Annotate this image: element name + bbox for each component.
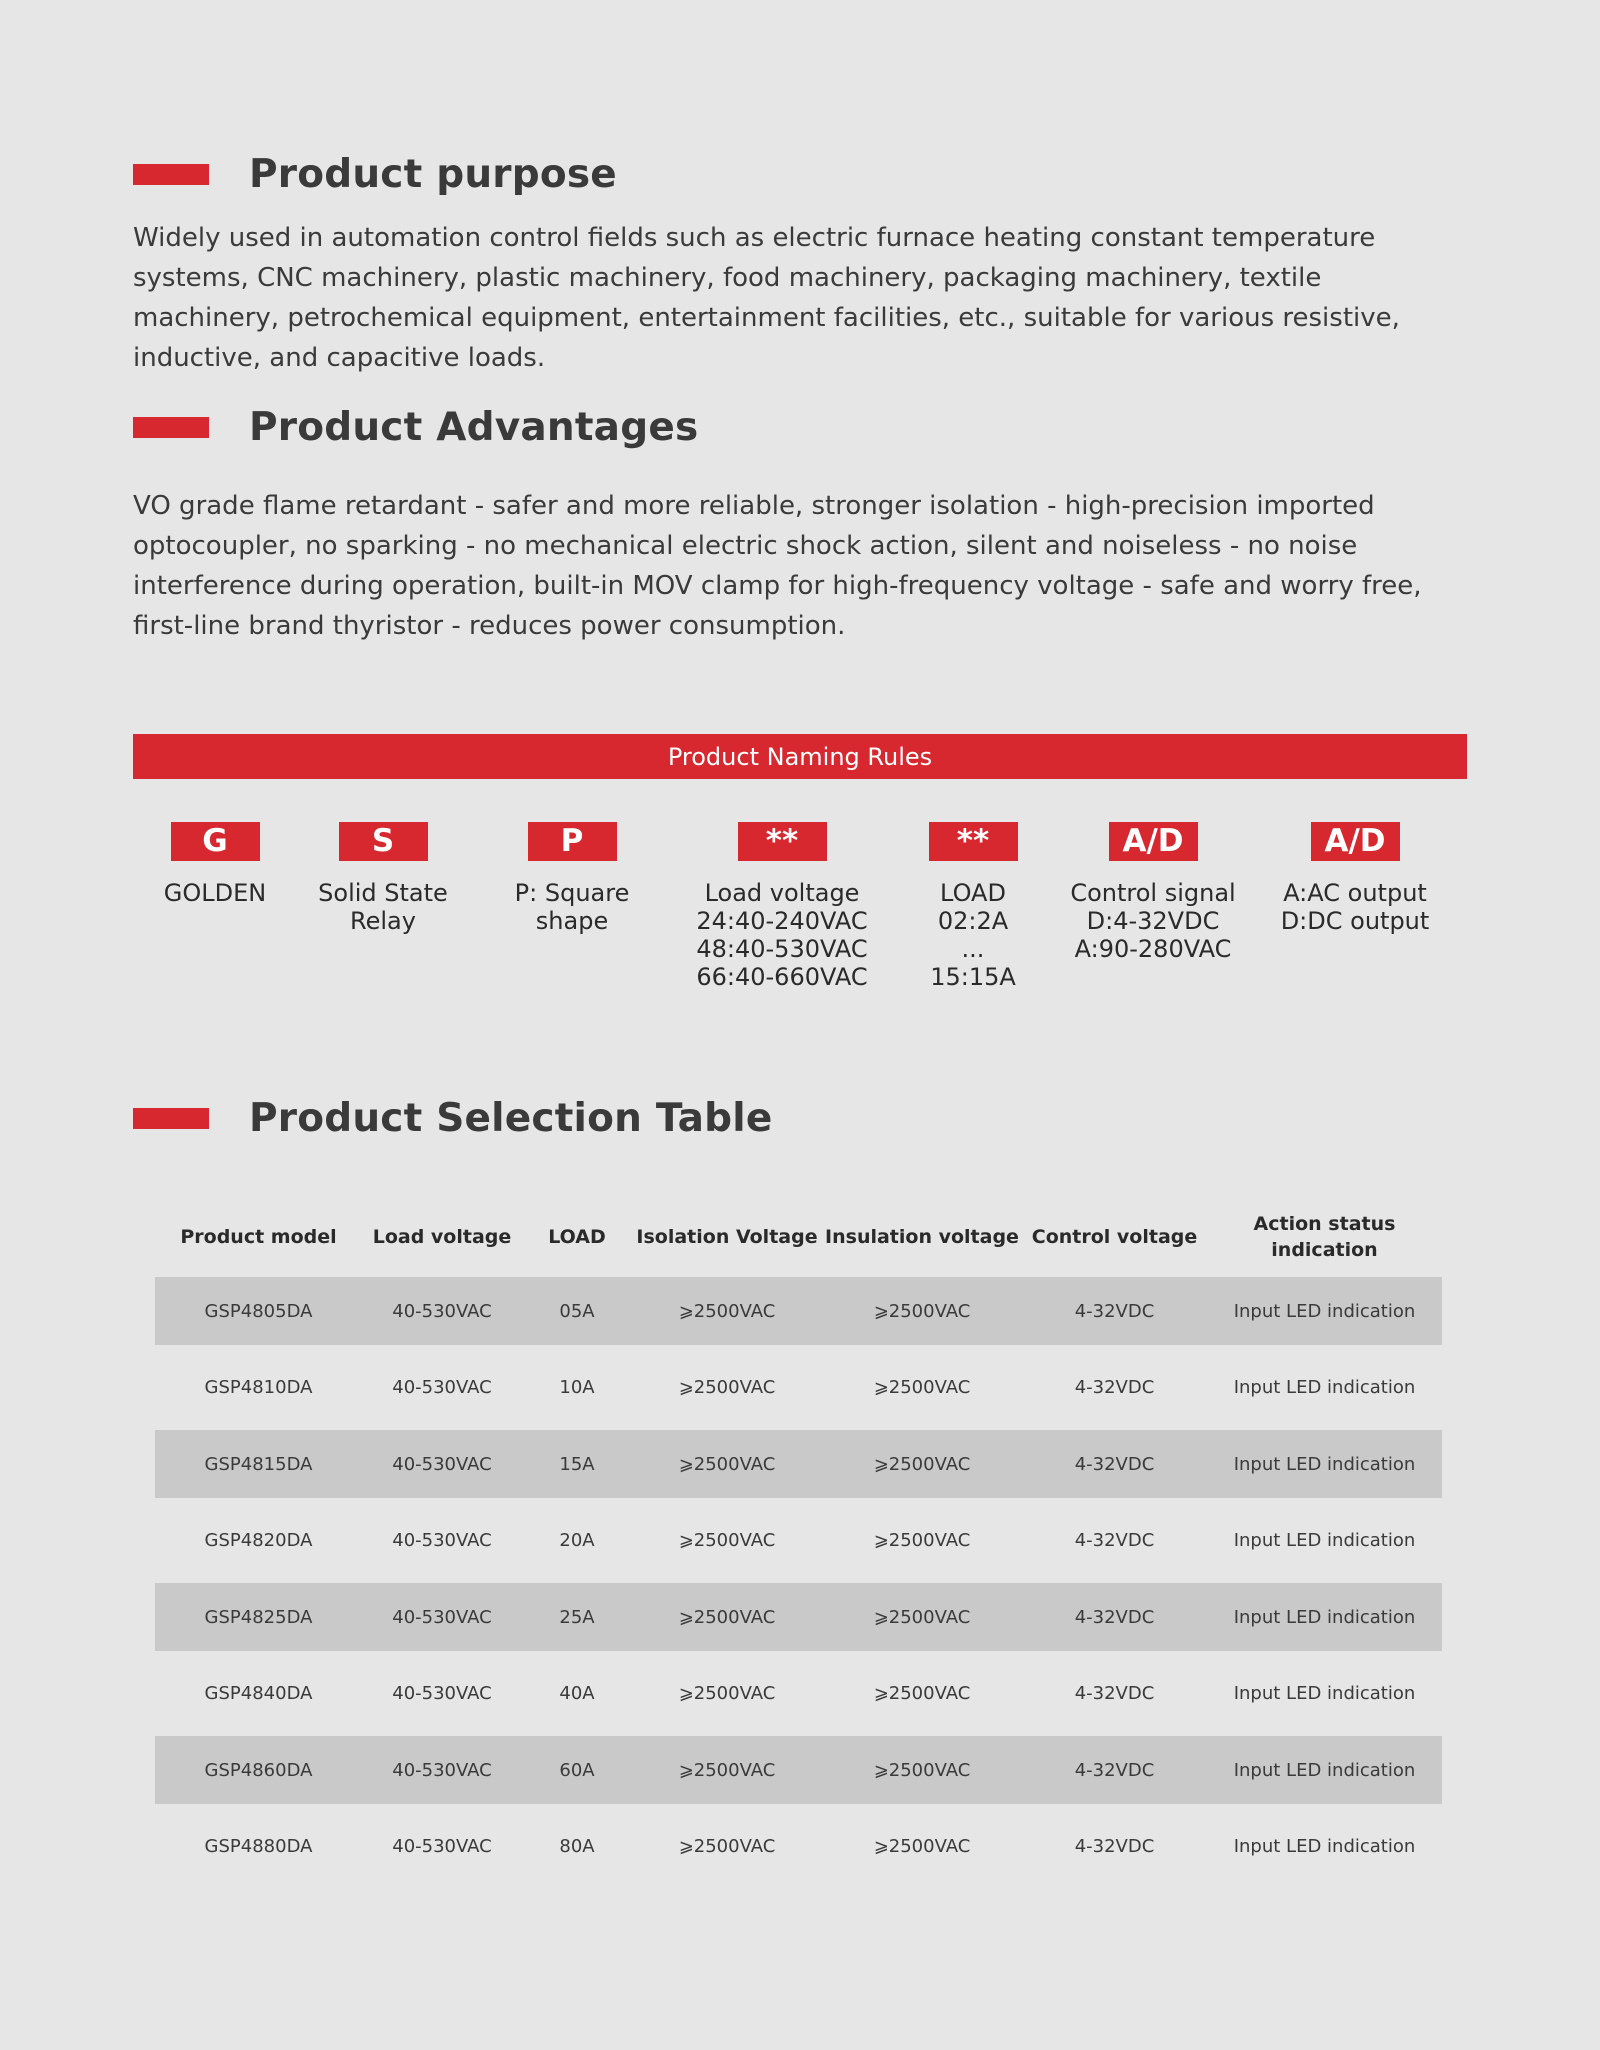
table-cell: ⩾2500VAC [632,1277,822,1345]
table-cell: ⩾2500VAC [632,1430,822,1498]
table-row [155,1277,1442,1345]
table-row [155,1498,1442,1583]
table-cell: ⩾2500VAC [873,1683,971,1704]
table-cell: ⩾2500VAC [632,1583,822,1651]
table-cell: 80A [559,1836,595,1857]
heading-accent-bar [133,1108,209,1129]
table-row [155,1345,1442,1430]
table-cell: 40-530VAC [392,1683,492,1704]
naming-code: G [171,822,260,861]
advantages-heading [133,405,698,450]
table-cell: 4-32VDC [1022,1277,1207,1345]
naming-code: A/D [1311,822,1400,861]
table-header-row [155,1197,1442,1277]
selection-title: Product Selection Table [249,1096,773,1141]
naming-item [1260,822,1450,935]
naming-code: A/D [1109,822,1198,861]
naming-item [477,822,667,935]
table-cell: GSP4805DA [155,1277,362,1345]
table-cell: 4-32VDC [1022,1583,1207,1651]
col-header: Insulation voltage [825,1226,1019,1248]
table-cell: ⩾2500VAC [873,1836,971,1857]
table-row [155,1430,1442,1498]
table-cell: ⩾2500VAC [678,1683,776,1704]
table-cell: Input LED indication [1207,1430,1442,1498]
table-cell: 40-530VAC [362,1430,522,1498]
table-cell: Input LED indication [1233,1836,1416,1857]
table-cell: 40-530VAC [392,1836,492,1857]
naming-item [687,822,877,991]
naming-desc: Control signal D:4-32VDC A:90-280VAC [1070,879,1236,963]
table-row [155,1736,1442,1804]
table-cell: 4-32VDC [1022,1736,1207,1804]
table-cell: 10A [559,1377,595,1398]
table-cell: GSP4840DA [204,1683,313,1704]
table-cell: 60A [522,1736,632,1804]
naming-code: P [528,822,617,861]
table-cell: GSP4815DA [155,1430,362,1498]
selection-table [155,1197,1442,1889]
table-cell: 20A [559,1530,595,1551]
col-header: LOAD [548,1226,606,1248]
table-cell: 4-32VDC [1022,1430,1207,1498]
table-cell: Input LED indication [1207,1277,1442,1345]
table-cell: 25A [522,1583,632,1651]
table-cell: 05A [522,1277,632,1345]
table-cell: ⩾2500VAC [873,1530,971,1551]
table-cell: 40-530VAC [392,1377,492,1398]
col-header: Control voltage [1031,1226,1198,1248]
naming-desc: GOLDEN [163,879,267,907]
table-cell: ⩾2500VAC [678,1836,776,1857]
table-cell: ⩾2500VAC [822,1430,1022,1498]
purpose-heading [133,152,617,197]
table-cell: GSP4810DA [204,1377,313,1398]
selection-heading [133,1096,772,1141]
table-cell: Input LED indication [1233,1377,1416,1398]
table-cell: GSP4825DA [155,1583,362,1651]
naming-desc: P: Square shape [514,879,630,935]
table-cell: 4-32VDC [1074,1530,1155,1551]
table-cell: 40-530VAC [362,1583,522,1651]
naming-code: ** [738,822,827,861]
table-cell: 4-32VDC [1074,1683,1155,1704]
table-cell: ⩾2500VAC [873,1377,971,1398]
heading-accent-bar [133,164,209,185]
naming-rules-banner: Product Naming Rules [133,734,1467,779]
advantages-text: VO grade flame retardant - safer and more reliable, stronger isolation - high-precision imported optocoupler, no sparking - no mechanical electric shock action, silent and noiseless - no noise interference during operation, built-in MOV clamp for high-frequency voltage - safe and worry free, first-line brand thyristor - reduces power consumption. [133,491,1422,641]
naming-item [288,822,478,935]
col-header: Product model [180,1226,337,1248]
table-cell: ⩾2500VAC [822,1736,1022,1804]
table-cell: Input LED indication [1233,1530,1416,1551]
naming-item [120,822,310,907]
table-cell: ⩾2500VAC [678,1377,776,1398]
table-cell: ⩾2500VAC [632,1736,822,1804]
table-cell: 4-32VDC [1074,1377,1155,1398]
table-cell: Input LED indication [1207,1583,1442,1651]
table-cell: GSP4820DA [204,1530,313,1551]
table-cell: Input LED indication [1207,1736,1442,1804]
naming-desc: Solid State Relay [318,879,448,935]
naming-code: ** [929,822,1018,861]
table-row [155,1804,1442,1889]
table-cell: 40-530VAC [392,1530,492,1551]
table-row [155,1651,1442,1736]
col-header: Action status indication [1253,1213,1396,1261]
advantages-title: Product Advantages [249,405,699,450]
naming-desc: A:AC output D:DC output [1280,879,1430,935]
table-cell: 40A [559,1683,595,1704]
naming-desc: Load voltage 24:40-240VAC 48:40-530VAC 66:40-660VAC [696,879,868,991]
table-cell: Input LED indication [1233,1683,1416,1704]
table-cell: GSP4880DA [204,1836,313,1857]
table-cell: 40-530VAC [362,1736,522,1804]
naming-item [878,822,1068,991]
naming-item [1058,822,1248,963]
table-cell: 40-530VAC [362,1277,522,1345]
table-cell: ⩾2500VAC [822,1277,1022,1345]
table-cell: ⩾2500VAC [678,1530,776,1551]
purpose-title: Product purpose [249,152,617,197]
table-cell: 15A [522,1430,632,1498]
naming-code: S [339,822,428,861]
col-header: Isolation Voltage [636,1226,818,1248]
table-cell: GSP4860DA [155,1736,362,1804]
table-cell: 4-32VDC [1074,1836,1155,1857]
heading-accent-bar [133,417,209,438]
col-header: Load voltage [372,1226,512,1248]
table-cell: ⩾2500VAC [822,1583,1022,1651]
table-row [155,1583,1442,1651]
purpose-text: Widely used in automation control fields such as electric furnace heating constant temperature systems, CNC machinery, plastic machinery, food machinery, packaging machinery, textile machinery, petrochemical equipment, entertainment facilities, etc., suitable for various resistive, inductive, and capacitive loads. [133,223,1400,373]
naming-desc: LOAD 02:2A ... 15:15A [930,879,1016,991]
